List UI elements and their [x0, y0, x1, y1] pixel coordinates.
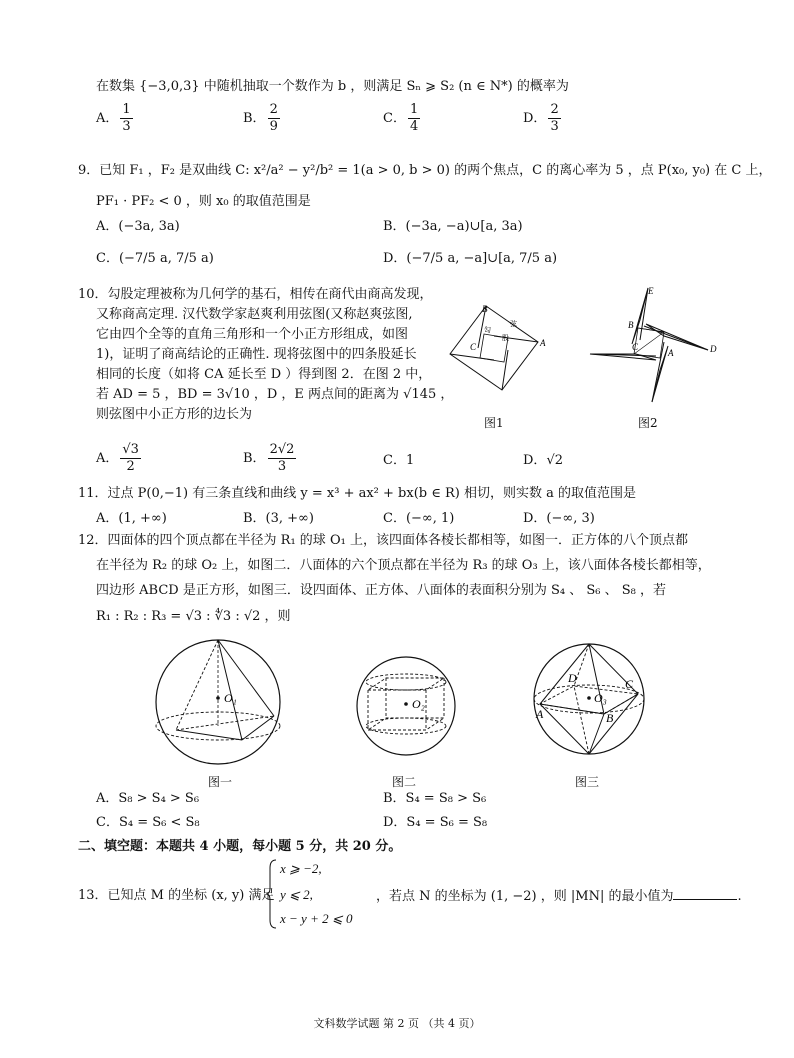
q10-option-b: B． $\frac{2√2}{3}$: [243, 442, 295, 474]
fig-3-point-c: C: [625, 677, 634, 691]
q13-stem-before: 13．已知点 M 的坐标 (x, y) 满足: [78, 888, 275, 903]
q12-figure-2: [354, 654, 458, 758]
q9-option-a: A．(−3a, 3a): [96, 219, 180, 234]
q9-stem-line2: PF₁ · PF₂ < 0 ，则 x₀ 的取值范围是: [96, 194, 311, 209]
q8-option-a: A． $\frac{1}{3}$: [96, 102, 131, 134]
fig1-point-c: C: [470, 342, 477, 352]
section-2-heading: 二、填空题：本题共 4 小题，每小题 5 分，共 20 分。: [78, 839, 402, 854]
q8-option-c: C． $\frac{1}{4}$: [383, 102, 419, 134]
q13-brace: [266, 858, 278, 930]
q10-option-a: A． $\frac{√3}{2}$: [96, 442, 139, 474]
q10-line-2: 又称商高定理. 汉代数学家赵爽利用弦图(又称赵爽弦图,: [96, 307, 413, 322]
q11-option-c: C．(−∞, 1): [383, 511, 455, 526]
q10-line-1: 10．勾股定理被称为几何学的基石，相传在商代由商高发现，: [78, 287, 433, 302]
q12-figure-2-caption: 图二: [392, 775, 417, 789]
page-footer: 文科数学试题 第 2 页 （共 4 页）: [313, 1017, 481, 1030]
q12-line-3: 四边形 ABCD 是正方形，如图三．设四面体、正方体、八面体的表面积分别为 S₄ 、 S₆ 、 S₈ ，若: [96, 583, 666, 598]
fig2-point-c: C: [632, 342, 639, 352]
fig1-label-gou: 勾: [484, 326, 491, 334]
q12-option-b: B．S₄ = S₈ > S₆: [383, 791, 487, 806]
q12-option-d: D．S₄ = S₆ = S₈: [383, 815, 488, 830]
q9-stem-line1: 9．已知 F₁ ，F₂ 是双曲线 C: x²/a² − y²/b² = 1(a > 0, b > 0) 的两个焦点，C 的离心率为 5 ，点 P(x₀, y₀) 在 C 上，: [78, 163, 772, 178]
q10-option-c: C．1: [383, 453, 415, 468]
q10-figure-1-caption: 图1: [484, 416, 504, 430]
q10-figure-2: [584, 284, 720, 406]
fig-2-center-label: O₂: [412, 697, 425, 711]
q10-line-3: 它由四个全等的直角三角形和一个小正方形组成，如图: [96, 327, 409, 342]
q10-line-6: 若 AD = 5 ，BD = 3√10 ，D ，E 两点间的距离为 √145 ，: [96, 387, 454, 402]
q10-line-4: 1)，证明了商高结论的正确性. 现将弦图中的四条股延长: [96, 347, 417, 362]
q13-condition-2: y ⩽ 2,: [280, 887, 313, 902]
q9-option-d: D．(−7/5 a, −a]∪[a, 7/5 a): [383, 251, 558, 266]
q11-option-b: B．(3, +∞): [243, 511, 314, 526]
fig1-label-xian: 弦: [510, 320, 517, 328]
fig1-point-a: A: [540, 338, 546, 348]
q12-figure-1-caption: 图一: [208, 775, 233, 789]
q8-tail: 在数集 {−3,0,3} 中随机抽取一个数作为 b ，则满足 Sₙ ⩾ S₂ (n ∈ N*) 的概率为: [96, 79, 569, 94]
q12-figure-3-caption: 图三: [575, 775, 600, 789]
q11-stem: 11．过点 P(0,−1) 有三条直线和曲线 y = x³ + ax² + bx(b ∈ R) 相切，则实数 a 的取值范围是: [78, 486, 636, 501]
q11-option-a: A．(1, +∞): [96, 511, 167, 526]
q12-option-a: A．S₈ > S₄ > S₆: [96, 791, 200, 806]
fig-3-point-d: D: [568, 671, 577, 685]
fig1-point-b: B: [482, 304, 488, 314]
fig-3-point-a: A: [536, 707, 544, 721]
fig2-point-a: A: [668, 348, 674, 358]
q10-figure-1: [446, 298, 546, 396]
q10-option-d: D．√2: [523, 453, 563, 468]
q11-option-d: D．(−∞, 3): [523, 511, 595, 526]
q10-figure-2-caption: 图2: [638, 416, 658, 430]
q12-line-2: 在半径为 R₂ 的球 O₂ 上，如图二．八面体的六个顶点都在半径为 R₃ 的球 O₃ 上，该八面体各棱长都相等，: [96, 558, 711, 573]
q13-answer-blank[interactable]: [673, 887, 737, 900]
q10-line-5: 相同的长度（如将 CA 延长至 D ）得到图 2．在图 2 中，: [96, 367, 432, 382]
q8-option-b: B． $\frac{2}{9}$: [243, 102, 278, 134]
q8-option-d: D． $\frac{2}{3}$: [523, 102, 559, 134]
fig2-point-d: D: [710, 344, 717, 354]
q9-option-b: B．(−3a, −a)∪[a, 3a): [383, 219, 523, 234]
q12-figure-3: [530, 640, 648, 758]
fig2-point-b: B: [628, 320, 634, 330]
q10-line-7: 则弦图中小正方形的边长为: [96, 407, 253, 422]
q13-stem-after: ，若点 N 的坐标为 (1, −2) ，则 |MN| 的最小值为 .: [376, 889, 742, 904]
fig1-label-gu: 股: [502, 334, 509, 342]
q12-option-c: C．S₄ = S₆ < S₈: [96, 815, 200, 830]
fig2-point-e: E: [648, 286, 654, 296]
q9-option-c: C．(−7/5 a, 7/5 a): [96, 251, 214, 266]
q12-line-1: 12．四面体的四个顶点都在半径为 R₁ 的球 O₁ 上，该四面体各棱长都相等，如图一．正方体的八个顶点都: [78, 533, 688, 548]
q12-figure-1: [152, 636, 284, 768]
q13-condition-1: x ⩾ −2,: [280, 861, 322, 876]
q12-line-4: R₁ : R₂ : R₃ = √3 : ∜3 : √2 ，则: [96, 609, 291, 624]
q13-condition-3: x − y + 2 ⩽ 0: [280, 911, 353, 926]
fig-1-center-label: O₁: [224, 691, 237, 705]
fig-3-point-b: B: [606, 711, 614, 725]
fig-3-center-label: O₃: [594, 691, 607, 705]
